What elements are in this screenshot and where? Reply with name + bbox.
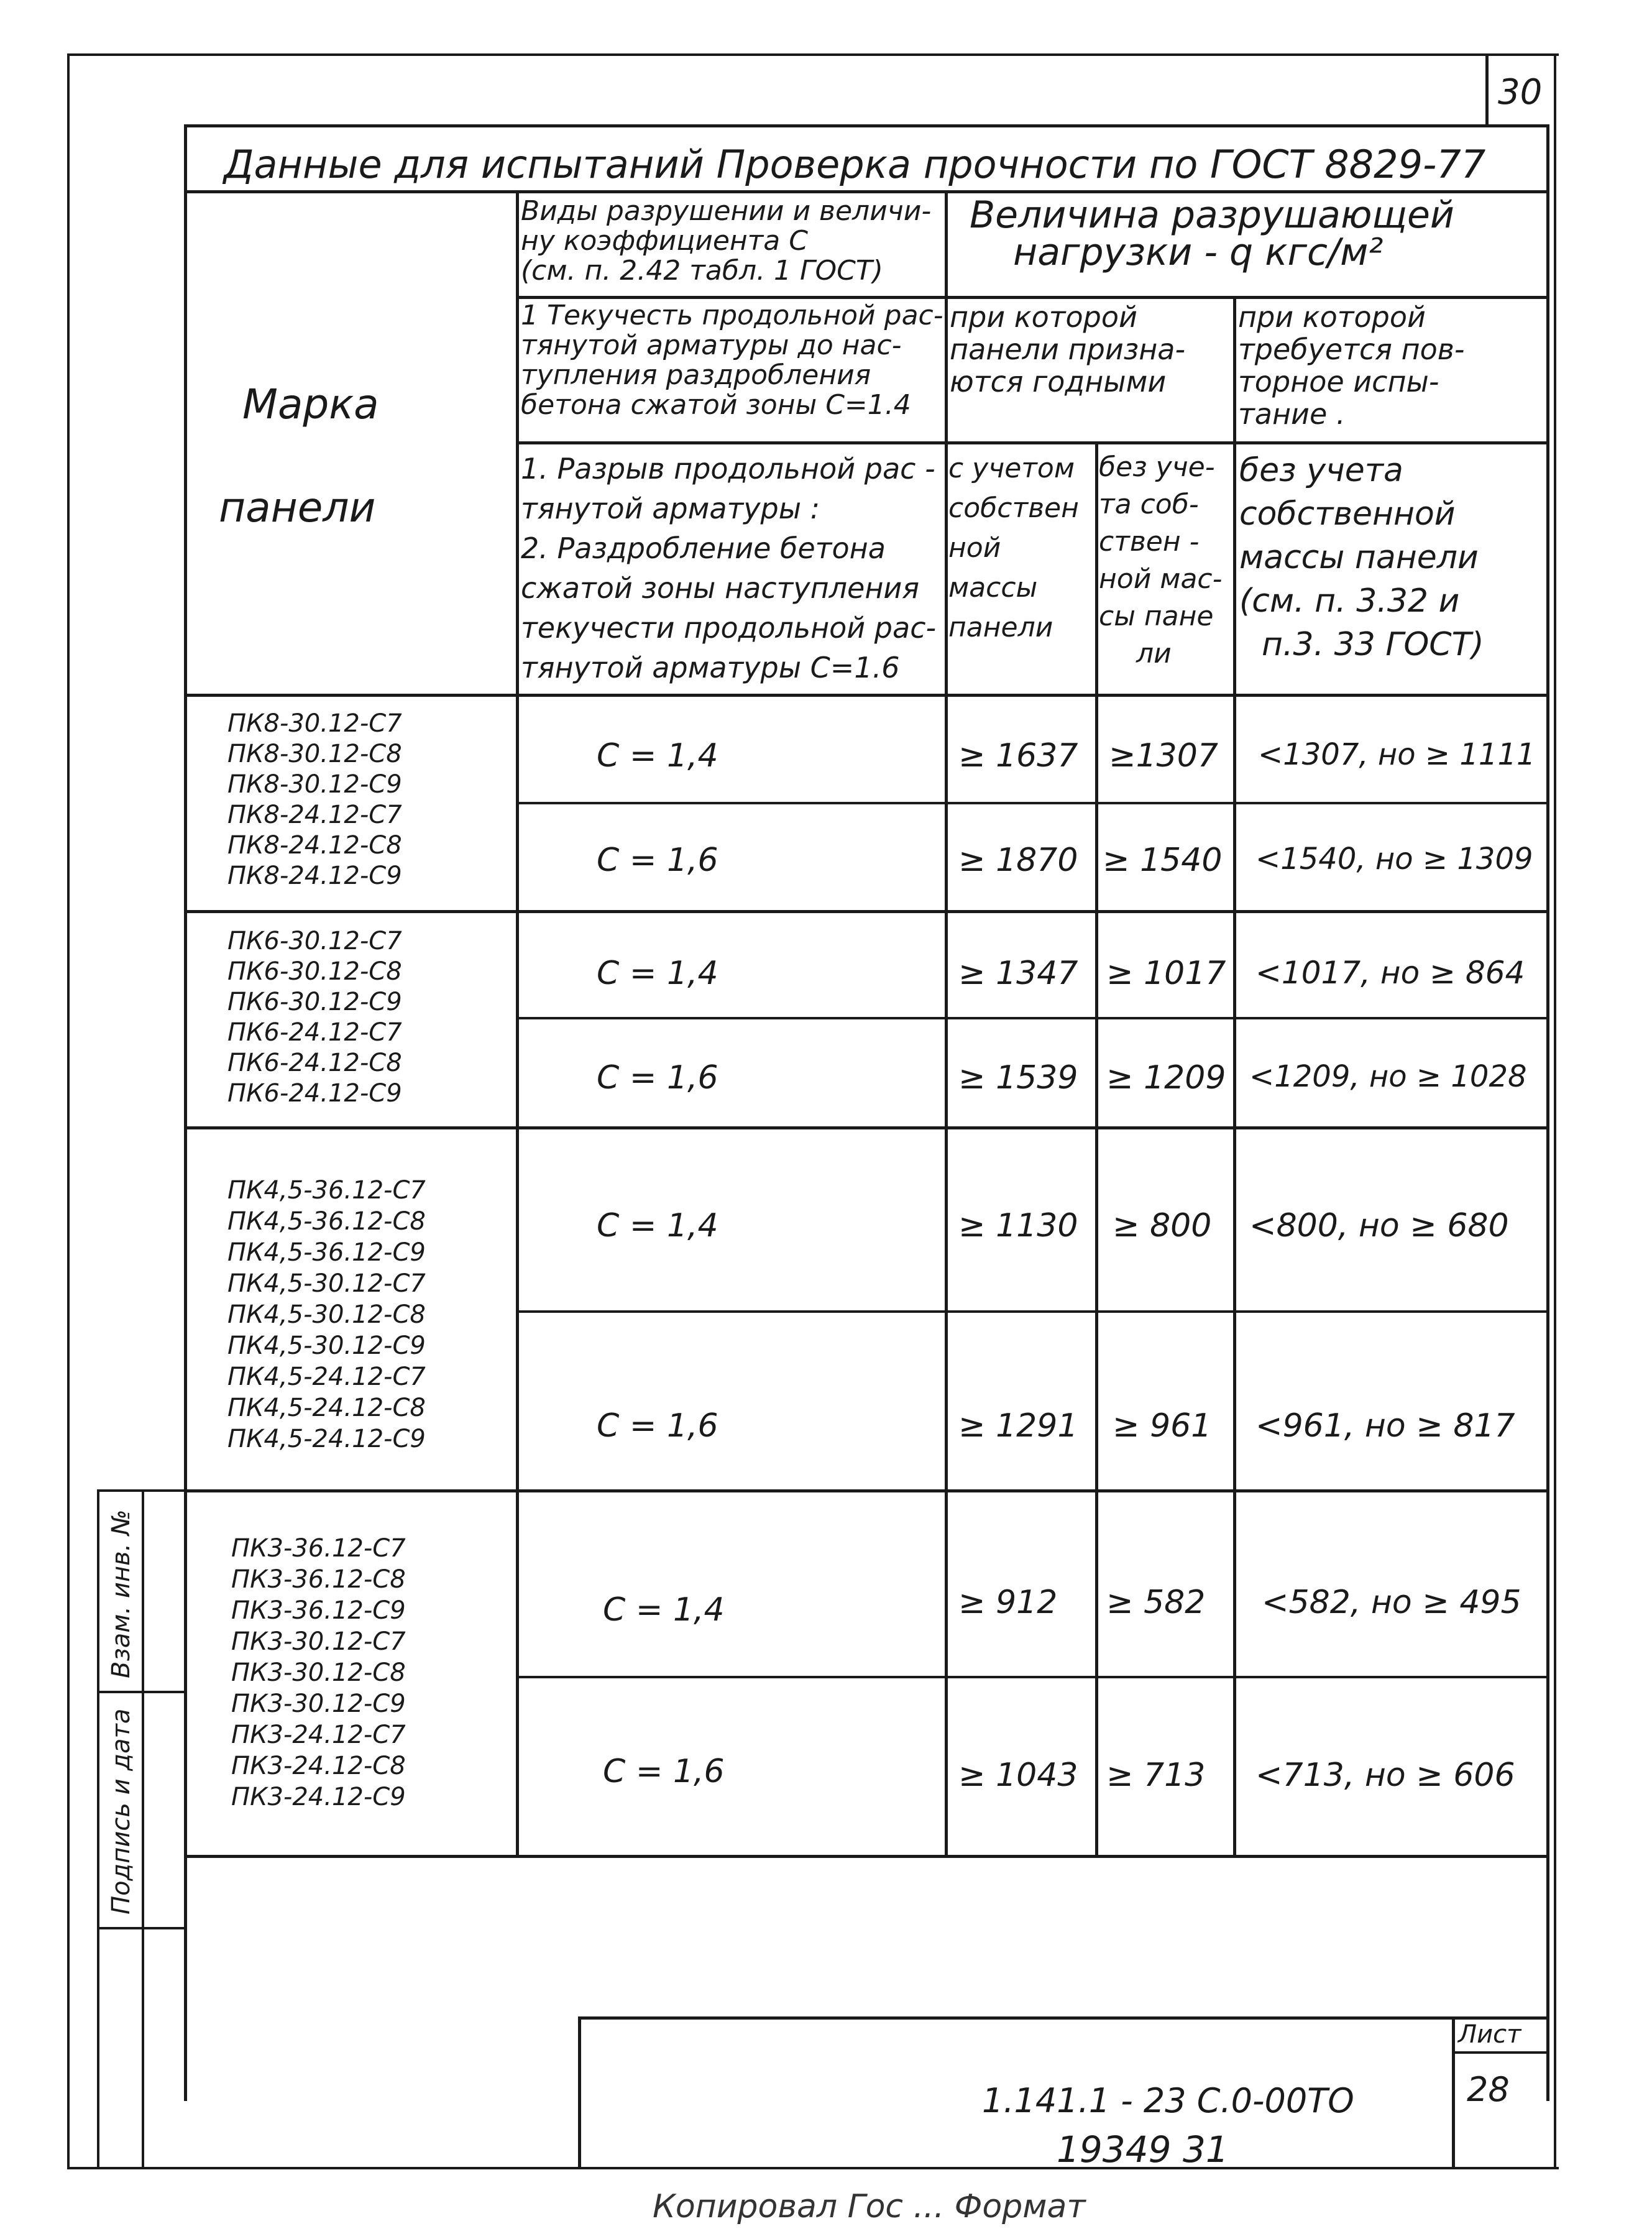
case2-line: тянутой арматуры : [521, 492, 820, 525]
without-mass-line: без уче- [1099, 451, 1215, 483]
row-sep-g4 [516, 1676, 1549, 1678]
retest-note-line: массы панели [1239, 539, 1479, 576]
table-left [184, 124, 187, 2101]
without-mass-line: ли [1136, 638, 1172, 669]
with-mass-line: собствен [948, 492, 1079, 524]
table-right [1546, 124, 1549, 2101]
coef-value: С = 1,4 [603, 1591, 725, 1629]
panel-codes-pk45 [227, 1175, 426, 1455]
panel-code: ПК6-30.12-С8 [227, 957, 402, 986]
retest-note-line: собственной [1239, 495, 1456, 533]
coef-value: С = 1,4 [597, 1207, 718, 1244]
coef-value: С = 1,6 [597, 1407, 718, 1445]
with-mass-value: ≥ 912 [958, 1584, 1058, 1621]
side-stamp-sign: Подпись и дата [107, 1708, 135, 1915]
retest-line: при которой [1238, 300, 1426, 334]
panel-codes-pk8 [227, 709, 402, 891]
row-sep-g3 [516, 1310, 1549, 1313]
side-stamp-line [97, 1489, 99, 2169]
load-header-line: Величина разрушающей [970, 193, 1454, 237]
panel-code: ПК8-30.12-С8 [227, 740, 402, 768]
panel-code: ПК4,5-24.12-С7 [227, 1363, 426, 1391]
without-mass-line: ствен - [1099, 526, 1200, 558]
retest-note [1239, 449, 1484, 666]
without-mass-header [1099, 449, 1223, 673]
without-mass-value: ≥1307 [1109, 737, 1218, 775]
with-mass-value: ≥ 1637 [958, 737, 1078, 775]
retest-note-line: п.3. 33 ГОСТ) [1262, 626, 1484, 663]
panel-code: ПК4,5-24.12-С9 [227, 1425, 426, 1453]
retest-value: <800, но ≥ 680 [1249, 1207, 1509, 1244]
case1-line: тупления раздробления [521, 359, 871, 391]
panel-code: ПК3-36.12-С9 [231, 1596, 406, 1625]
without-mass-value: ≥ 800 [1113, 1207, 1212, 1244]
sheet-box-left [1452, 2016, 1455, 2169]
with-mass-value: ≥ 1539 [958, 1059, 1078, 1097]
panel-code: ПК6-24.12-С8 [227, 1049, 402, 1077]
panel-codes-pk3 [231, 1533, 406, 1813]
case2-line: сжатой зоны наступления [521, 571, 919, 605]
title-block-left [578, 2016, 581, 2169]
fracture-types-line: Виды разрушении и величи- [521, 195, 932, 227]
row-sep-g2 [516, 1017, 1549, 1019]
without-mass-value: ≥ 961 [1113, 1407, 1212, 1445]
with-mass-line: массы [948, 572, 1038, 604]
retest-value: <582, но ≥ 495 [1262, 1584, 1521, 1621]
retest-line: требуется пов- [1238, 333, 1465, 366]
side-stamp-line [97, 1489, 186, 1492]
fracture-types-line: ну коэффициента С [521, 225, 808, 257]
fracture-types-line: (см. п. 2.42 табл. 1 ГОСТ) [521, 255, 883, 287]
hdr-line-2 [516, 441, 1549, 444]
with-mass-line: панели [948, 612, 1053, 643]
with-mass-line: с учетом [948, 453, 1075, 484]
document-designation: 1.141.1 - 23 С.0-00ТО [982, 2081, 1354, 2120]
format-line: Копировал Гос ... Формат [653, 2188, 1086, 2225]
title-block-top [578, 2016, 1549, 2020]
with-mass-value: ≥ 1870 [958, 842, 1078, 879]
without-mass-value: ≥ 582 [1106, 1584, 1206, 1621]
panel-code: ПК8-24.12-С9 [227, 862, 402, 890]
page-title: Данные для испытаний Проверка прочности по ГОСТ 8829-77 [224, 142, 1486, 187]
panel-codes-pk6 [227, 926, 402, 1109]
retest-header [1238, 301, 1465, 430]
panel-code: ПК6-30.12-С9 [227, 988, 402, 1016]
side-stamp-inv: Взам. инв. № [107, 1509, 135, 1678]
with-mass-line: ной [948, 532, 1001, 564]
with-mass-value: ≥ 1043 [958, 1757, 1078, 1794]
accepted-line: ются годными [950, 365, 1167, 398]
case2-line: 2. Раздробление бетона [521, 531, 886, 565]
panel-code: ПК8-24.12-С8 [227, 831, 402, 860]
panel-code: ПК3-36.12-С8 [231, 1565, 406, 1594]
marka-label-2: панели [219, 484, 376, 531]
panel-code: ПК8-30.12-С7 [227, 709, 402, 738]
panel-code: ПК6-24.12-С7 [227, 1018, 402, 1047]
retest-note-line: (см. п. 3.32 и [1239, 582, 1460, 620]
retest-note-line: без учета [1239, 452, 1403, 489]
sheet-number: 28 [1467, 2070, 1510, 2109]
coef-value: С = 1,6 [597, 842, 718, 879]
page-number: 30 [1498, 72, 1543, 113]
fracture-types-header [521, 196, 931, 286]
accepted-header [950, 301, 1185, 398]
panel-code: ПК4,5-36.12-С8 [227, 1207, 426, 1236]
coef-value: С = 1,6 [597, 1059, 718, 1097]
case2-line: 1. Разрыв продольной рас - [521, 452, 935, 485]
case2-text [521, 449, 936, 687]
with-mass-header [948, 449, 1079, 648]
group-sep-1 [184, 910, 1549, 913]
panel-code: ПК3-30.12-С9 [231, 1690, 406, 1718]
sheet-label: Лист [1458, 2020, 1521, 2049]
panel-code: ПК3-30.12-С7 [231, 1627, 406, 1656]
panel-code: ПК4,5-36.12-С9 [227, 1238, 426, 1267]
coef-value: С = 1,6 [603, 1753, 725, 1790]
col-line-4 [1233, 296, 1236, 1856]
retest-value: <1540, но ≥ 1309 [1255, 842, 1533, 876]
without-mass-value: ≥ 1209 [1106, 1059, 1226, 1097]
retest-value: <1307, но ≥ 1111 [1258, 737, 1536, 772]
group-sep-2 [184, 1126, 1549, 1129]
side-stamp-line [97, 1691, 186, 1693]
accepted-line: панели призна- [950, 333, 1186, 366]
without-mass-line: сы пане [1099, 600, 1214, 632]
panel-code: ПК8-30.12-С9 [227, 770, 402, 799]
table-top [184, 124, 1549, 127]
panel-code: ПК3-24.12-С9 [231, 1783, 406, 1811]
side-stamp-line [97, 1927, 186, 1929]
case1-line: 1 Текучесть продольной рас- [521, 300, 943, 331]
col-line-3 [1095, 441, 1098, 1856]
page-number-box-left [1485, 53, 1489, 127]
with-mass-value: ≥ 1347 [958, 955, 1078, 992]
without-mass-value: ≥ 1017 [1106, 955, 1226, 992]
with-mass-value: ≥ 1130 [958, 1207, 1078, 1244]
side-stamp-line [142, 1489, 144, 2169]
hdr-line-1 [516, 296, 1549, 299]
coef-value: С = 1,4 [597, 955, 718, 992]
without-mass-value: ≥ 1540 [1103, 842, 1223, 879]
retest-line: тание . [1238, 397, 1346, 431]
load-header-line: нагрузки - q кгс/м² [1013, 231, 1384, 274]
panel-code: ПК4,5-30.12-С9 [227, 1331, 426, 1360]
case1-line: бетона сжатой зоны С=1.4 [521, 389, 911, 421]
row-sep-g1 [516, 802, 1549, 804]
panel-code: ПК3-36.12-С7 [231, 1534, 406, 1563]
panel-code: ПК4,5-30.12-С7 [227, 1269, 426, 1298]
frame-bottom [67, 2167, 1559, 2169]
frame-left [67, 53, 70, 2169]
without-mass-line: ной мас- [1099, 563, 1223, 595]
panel-code: ПК4,5-24.12-С8 [227, 1394, 426, 1422]
coef-value: С = 1,4 [597, 737, 718, 775]
frame-right [1554, 53, 1556, 2169]
with-mass-value: ≥ 1291 [958, 1407, 1078, 1445]
panel-code: ПК3-30.12-С8 [231, 1658, 406, 1687]
panel-code: ПК4,5-30.12-С8 [227, 1300, 426, 1329]
archive-number: 19349 31 [1057, 2128, 1229, 2171]
retest-value: <961, но ≥ 817 [1255, 1407, 1515, 1445]
panel-code: ПК8-24.12-С7 [227, 801, 402, 829]
retest-line: торное испы- [1238, 365, 1439, 398]
case1-line: тянутой арматуры до нас- [521, 329, 902, 361]
retest-value: <1209, но ≥ 1028 [1249, 1059, 1527, 1094]
panel-code: ПК6-30.12-С7 [227, 927, 402, 955]
frame-top [67, 53, 1559, 56]
panel-code: ПК6-24.12-С9 [227, 1079, 402, 1108]
case1-text [521, 301, 943, 420]
panel-code: ПК3-24.12-С7 [231, 1721, 406, 1749]
without-mass-value: ≥ 713 [1106, 1757, 1206, 1794]
hdr-line-3 [184, 694, 1549, 697]
panel-code: ПК3-24.12-С8 [231, 1752, 406, 1780]
group-sep-3 [184, 1489, 1549, 1492]
accepted-line: при которой [950, 300, 1137, 334]
marka-label-1: Марка [242, 380, 379, 428]
load-header [970, 193, 1454, 274]
case2-line: текучести продольной рас- [521, 611, 937, 645]
without-mass-line: та соб- [1099, 489, 1199, 520]
sheet-box-divider [1452, 2051, 1549, 2054]
retest-value: <1017, но ≥ 864 [1255, 955, 1525, 991]
panel-code: ПК4,5-36.12-С7 [227, 1176, 426, 1205]
table-bottom [184, 1855, 1549, 1858]
case2-line: тянутой арматуры С=1.6 [521, 651, 900, 684]
col-line-1 [516, 190, 519, 1856]
col-line-2 [945, 190, 948, 1856]
retest-value: <713, но ≥ 606 [1255, 1757, 1515, 1794]
